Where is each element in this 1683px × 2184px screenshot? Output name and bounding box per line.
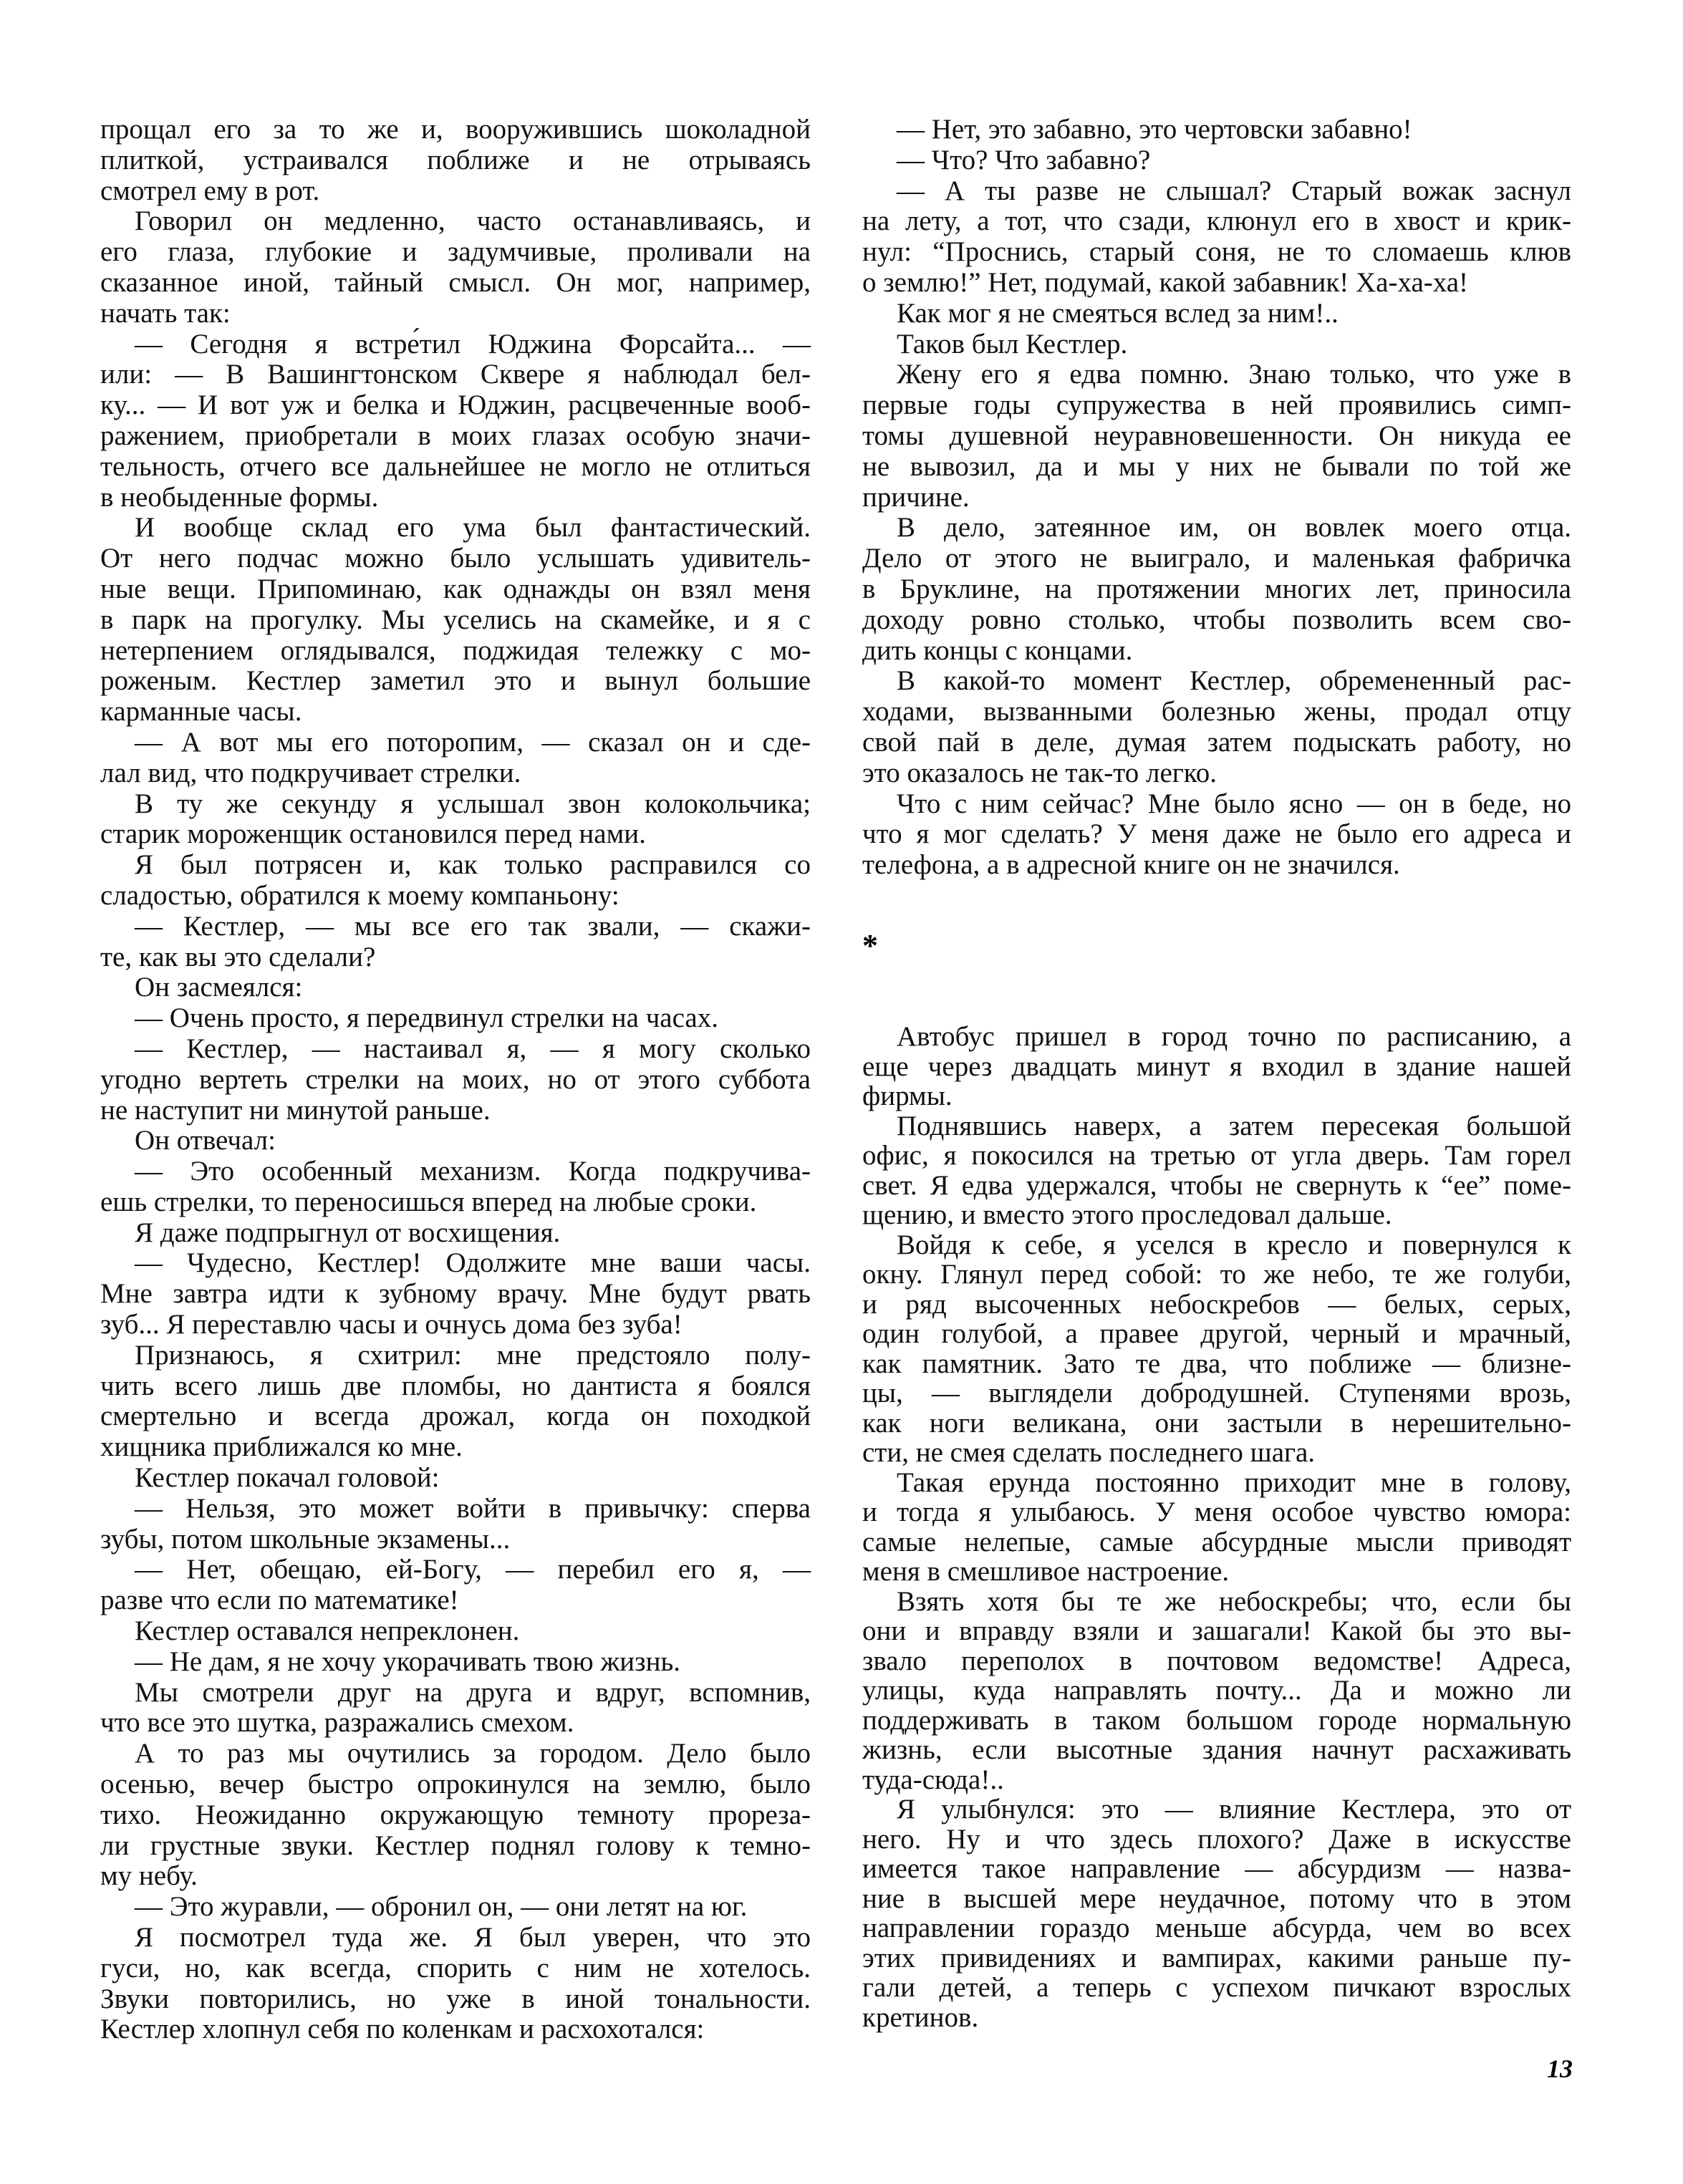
text-line: не наступит ни минутой раньше. (100, 1094, 491, 1126)
text-line: офис, я покосился на третью от угла дверь. Там горел (862, 1140, 1571, 1171)
text-line: первые годы супружества в ней проявились симп- (862, 390, 1571, 421)
text-line: и тогда я улыбаюсь. У меня особое чувство юмора: (862, 1497, 1571, 1527)
text-line: му небу. (100, 1860, 198, 1892)
text-line: ку... — И вот уж и белка и Юджин, расцвеченные вооб- (100, 390, 811, 421)
paragraph (100, 850, 811, 912)
text-line: о землю!” Нет, подумай, какой забавник! Ха-ха-ха! (862, 266, 1469, 298)
paragraph (100, 1892, 811, 1923)
text-line: или: — В Вашингтонском Сквере я наблюдал бел- (100, 359, 811, 390)
text-line: Жену его я едва помню. Знаю только, что уже в (897, 359, 1571, 390)
paragraph (100, 1678, 811, 1739)
text-line: и ряд высоченных небоскребов — белых, серых, (862, 1288, 1571, 1320)
text-line: — Это журавли, — обронил он, — они летят на юг. (135, 1891, 748, 1923)
text-line: Автобус пришел в город точно по расписанию, а (897, 1021, 1571, 1052)
text-line: Мы смотрели друг на друга и вдруг, вспомнив, (135, 1676, 811, 1708)
paragraph (100, 972, 811, 1003)
paragraph (100, 912, 811, 973)
text-line: угодно вертеть стрелки на моих, но от этого суббота (100, 1063, 811, 1095)
paragraph (100, 1616, 811, 1647)
text-line: Я был потрясен и, как только расправился со (135, 849, 811, 881)
text-line: — Нельзя, это может войти в привычку: сперва (135, 1492, 811, 1524)
text-line: Кестлер хлопнул себя по коленкам и расхохотался: (100, 2014, 705, 2045)
paragraph (862, 513, 1571, 666)
text-line: сказанное иной, тайный смысл. Он мог, например, (100, 266, 811, 298)
text-line: свет. Я едва удержался, чтобы не свернуть к “ее” поме- (862, 1169, 1571, 1201)
paragraph (100, 329, 811, 513)
paragraph (100, 115, 811, 206)
text-line: — Нет, это забавно, это чертовски забавно! (897, 114, 1412, 145)
text-line: сти, не смея сделать последнего шага. (862, 1437, 1316, 1468)
text-line: гали детей, а теперь с успехом пичкают взрослых (862, 1972, 1571, 2003)
text-line: ли грустные звуки. Кестлер поднял голову к темно- (100, 1830, 811, 1861)
text-line: — А ты разве не слышал? Старый вожак заснул (897, 175, 1571, 206)
text-line: этих привидениях и вампирах, какими раньше пу- (862, 1942, 1571, 1973)
paragraph (100, 1248, 811, 1340)
text-line: зубы, потом школьные экзамены... (100, 1523, 511, 1555)
text-line: него. Ну и что здесь плохого? Даже в искусстве (862, 1823, 1571, 1855)
text-line: Кестлер оставался непреклонен. (135, 1615, 520, 1647)
text-line: Признаюсь, я схитрил: мне предстояло полу- (135, 1339, 811, 1371)
right-column-bottom (862, 1022, 1571, 2032)
text-line: Что с ним сейчас? Мне было ясно — он в беде, но (897, 788, 1571, 819)
paragraph (862, 1022, 1571, 1111)
text-line: ные вещи. Припоминаю, как однажды он взял меня (100, 573, 811, 604)
paragraph (100, 1218, 811, 1249)
text-line: Поднявшись наверх, а затем пересекая большой (897, 1110, 1571, 1141)
text-line: нул: “Проснись, старый соня, не то сломаешь клюв (862, 236, 1571, 268)
paragraph (100, 1555, 811, 1616)
text-line: Как мог я не смеяться вслед за ним!.. (897, 297, 1339, 329)
paragraph (100, 1923, 811, 2045)
text-line: в необыденные формы. (100, 481, 379, 513)
text-line: От него подчас можно было услышать удивитель- (100, 543, 811, 574)
text-line: жизнь, если высотные здания начнут расхаживать (862, 1734, 1571, 1765)
paragraph (862, 1468, 1571, 1587)
text-line: И вообще склад его ума был фантастический. (135, 512, 811, 543)
text-line: как памятник. Зато те два, что поближе — близне- (862, 1348, 1571, 1379)
text-line: Дело от этого не выиграло, и маленькая фабричка (862, 543, 1571, 574)
text-line: Звуки повторились, но уже в иной тональности. (100, 1983, 811, 2014)
text-line: начать так: (100, 297, 231, 329)
text-line: это оказалось не так-то легко. (862, 757, 1217, 788)
text-line: цы, — выглядели добродушней. Ступенями врозь, (862, 1378, 1571, 1409)
text-line: Я даже подпрыгнул от восхищения. (135, 1217, 561, 1248)
text-line: прощал его за то же и, вооружившись шоколадной (100, 114, 811, 145)
text-line: — Кестлер, — мы все его так звали, — скажи- (135, 910, 811, 942)
paragraph (100, 1647, 811, 1678)
text-line: те, как вы это сделали? (100, 941, 376, 972)
text-line: в Бруклине, на протяжении многих лет, приносила (862, 573, 1571, 604)
text-line: В какой-то момент Кестлер, обремененный рас- (897, 665, 1571, 697)
text-line: разве что если по математике! (100, 1585, 459, 1616)
text-line: Он засмеялся: (135, 972, 303, 1003)
page-number: 13 (1547, 2054, 1573, 2083)
text-line: зуб... Я переставлю часы и очнусь дома без зуба! (100, 1309, 683, 1340)
text-line: Мне завтра идти к зубному врачу. Мне будут рвать (100, 1278, 811, 1310)
text-line: туда-сюда!.. (862, 1764, 1004, 1795)
text-line: — Сегодня я встре́тил Юджина Форсайта... — (135, 328, 811, 359)
text-line: ние в высшей мере неудачное, потому что в этом (862, 1883, 1571, 1914)
paragraph (862, 1111, 1571, 1230)
text-line: ражением, приобретали в моих глазах особую значи- (100, 420, 811, 451)
text-line: щению, и вместо этого проследовал дальше. (862, 1199, 1392, 1230)
text-line: что все это шутка, разражались смехом. (100, 1707, 574, 1739)
paragraph (862, 1794, 1571, 2032)
text-line: В ту же секунду я услышал звон колокольчика; (135, 788, 811, 819)
text-line: тихо. Неожиданно окружающую темноту прореза- (100, 1799, 811, 1830)
text-line: Говорил он медленно, часто останавливаясь, и (135, 206, 811, 237)
text-line: они и вправду взяли и зашагали! Какой бы это вы- (862, 1615, 1571, 1646)
left-column (100, 115, 811, 2045)
text-line: — Кестлер, — настаивал я, — я могу сколько (135, 1033, 811, 1064)
paragraph (862, 299, 1571, 329)
right-column-top (862, 115, 1571, 881)
text-line: Я посмотрел туда же. Я был уверен, что это (135, 1922, 811, 1953)
text-line: Я улыбнулся: это — влияние Кестлера, это от (897, 1794, 1571, 1825)
text-line: что я мог сделать? У меня даже не было его адреса и (862, 818, 1571, 850)
text-line: Он отвечал: (135, 1125, 276, 1156)
text-line: чить всего лишь две пломбы, но дантиста я боялся (100, 1370, 811, 1401)
text-line: — Очень просто, я передвинул стрелки на часах. (135, 1002, 718, 1034)
paragraph (100, 1463, 811, 1494)
text-line: плиткой, устраивался поближе и не отрываясь (100, 144, 811, 175)
paragraph (100, 1003, 811, 1034)
text-line: тельность, отчего все дальнейшее не могло не отлиться (100, 450, 811, 482)
text-line: его глаза, глубокие и задумчивые, проливали на (100, 236, 811, 268)
text-line: свой пай в деле, думая затем подыскать работу, но (862, 726, 1571, 758)
paragraph (100, 1494, 811, 1555)
paragraph (100, 513, 811, 728)
paragraph (100, 1126, 811, 1156)
paragraph (862, 666, 1571, 788)
paragraph (862, 1230, 1571, 1468)
text-line: нетерпением оглядывался, поджидая тележку с мо- (100, 634, 811, 666)
text-line: телефона, а в адресной книге он не значился. (862, 849, 1400, 881)
text-line: окну. Глянул перед собой: то же небо, те же голуби, (862, 1259, 1571, 1290)
text-line: дить концы с концами. (862, 634, 1133, 666)
text-line: Войдя к себе, я уселся в кресло и повернулся к (897, 1229, 1571, 1260)
text-line: — Это особенный механизм. Когда подкручива- (135, 1156, 811, 1187)
text-line: — Чудесно, Кестлер! Одолжите мне ваши часы. (135, 1247, 811, 1279)
text-line: Таков был Кестлер. (897, 328, 1128, 359)
text-line: фирмы. (862, 1081, 953, 1111)
text-line: ешь стрелки, то переносишься вперед на любые сроки. (100, 1186, 757, 1217)
text-line: лал вид, что подкручивает стрелки. (100, 757, 521, 788)
text-line: смертельно и всегда дрожал, когда он походкой (100, 1401, 811, 1432)
paragraph (862, 115, 1571, 145)
text-line: роженым. Кестлер заметил это и вынул большие (100, 665, 811, 697)
text-line: еще через двадцать минут я входил в здание нашей (862, 1050, 1571, 1082)
section-break-asterisk: * (862, 928, 878, 963)
text-line: — Не дам, я не хочу укорачивать твою жизнь. (135, 1646, 680, 1677)
text-line: В дело, затеянное им, он вовлек моего отца. (897, 512, 1571, 543)
text-line: Такая ерунда постоянно приходит мне в голову, (897, 1467, 1571, 1498)
paragraph (100, 1156, 811, 1218)
text-line: на лету, а тот, что сзади, клюнул его в хвост и крик- (862, 206, 1571, 237)
paragraph (100, 1034, 811, 1126)
paragraph (862, 329, 1571, 360)
text-line: имеется такое направление — абсурдизм — назва- (862, 1853, 1571, 1884)
text-line: не вывозил, да и мы у них не бывали по той же (862, 450, 1571, 482)
text-line: Взять хотя бы те же небоскребы; что, если бы (897, 1585, 1571, 1617)
text-line: ходами, вызванными болезнью жены, продал отцу (862, 696, 1571, 728)
text-line: один голубой, а правее другой, черный и мрачный, (862, 1318, 1571, 1349)
paragraph (862, 789, 1571, 881)
text-line: направлении гораздо меньше абсурда, чем во всех (862, 1913, 1571, 1943)
text-line: улицы, куда направлять почту... Да и можно ли (862, 1675, 1571, 1706)
paragraph (100, 206, 811, 329)
text-line: хищника приближался ко мне. (100, 1431, 463, 1463)
paragraph (862, 1587, 1571, 1795)
text-line: томы душевной неуравновешенности. Он никуда ее (862, 420, 1571, 451)
text-line: меня в смешливое настроение. (862, 1556, 1230, 1587)
text-line: старик мороженщик остановился перед нами. (100, 818, 646, 850)
text-line: осенью, вечер быстро опрокинулся на землю, было (100, 1769, 811, 1800)
text-line: смотрел ему в рот. (100, 175, 320, 206)
text-line: в парк на прогулку. Мы уселись на скамейке, и я с (100, 604, 811, 635)
text-line: А то раз мы очутились за городом. Дело было (135, 1738, 811, 1769)
paragraph (100, 1340, 811, 1463)
text-line: сладостью, обратился к моему компаньону: (100, 879, 619, 911)
paragraph (862, 176, 1571, 299)
text-line: причине. (862, 481, 970, 513)
text-line: — Нет, обещаю, ей-Богу, — перебил его я, — (135, 1554, 811, 1585)
text-line: Кестлер покачал головой: (135, 1462, 440, 1494)
text-line: доходу ровно столько, чтобы позволить всем сво- (862, 604, 1571, 635)
text-line: — А вот мы его поторопим, — сказал он и сде- (135, 726, 811, 758)
paragraph (862, 145, 1571, 176)
text-line: звало переполох в почтовом ведомстве! Адреса, (862, 1645, 1571, 1676)
text-line: как ноги великана, они застыли в нерешительно- (862, 1407, 1571, 1439)
text-line: поддерживать в таком большом городе нормальную (862, 1704, 1571, 1736)
paragraph (862, 359, 1571, 513)
paragraph (100, 789, 811, 851)
paragraph (100, 1739, 811, 1892)
paragraph (100, 728, 811, 789)
text-line: самые нелепые, самые абсурдные мысли приводят (862, 1526, 1571, 1557)
text-line: — Что? Что забавно? (897, 144, 1151, 175)
text-line: гуси, но, как всегда, спорить с ним не хотелось. (100, 1952, 811, 1984)
text-line: кретинов. (862, 2001, 979, 2033)
text-line: карманные часы. (100, 696, 302, 728)
